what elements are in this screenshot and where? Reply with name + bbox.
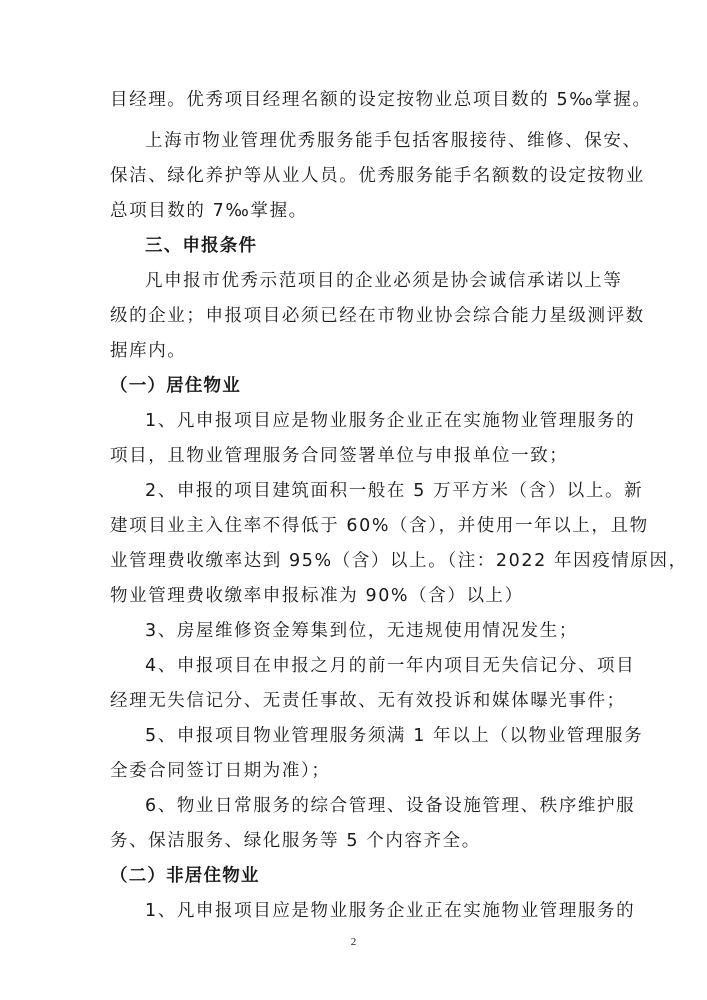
page-number: 2 [350, 936, 357, 948]
paragraph-line: 级的企业；申报项目必须已经在市物业协会综合能力星级测评数 [110, 306, 645, 326]
paragraph-line: 业管理费收缴率达到 95%（含）以上。（注：2022 年因疫情原因， [110, 551, 688, 571]
paragraph-line: 上海市物业管理优秀服务能手包括客服接待、维修、保安、 [145, 131, 642, 151]
paragraph-line: 总项目数的 7‰掌握。 [110, 201, 308, 221]
paragraph-line: 1、凡申报项目应是物业服务企业正在实施物业管理服务的 [145, 901, 636, 921]
paragraph-line: 项目，且物业管理服务合同签署单位与申报单位一致； [110, 446, 569, 466]
paragraph-line: 全委合同签订日期为准）； [110, 761, 331, 781]
subsection-heading: （一）居住物业 [110, 376, 241, 396]
paragraph-line: 3、房屋维修资金筹集到位，无违规使用情况发生； [145, 621, 578, 641]
paragraph-line: 目经理。优秀项目经理名额的设定按物业总项目数的 5‰掌握。 [110, 90, 652, 110]
paragraph-line: 据库内。 [110, 341, 187, 361]
paragraph-line: 务、保洁服务、绿化服务等 5 个内容齐全。 [110, 831, 481, 851]
paragraph-line: 保洁、绿化养护等从业人员。优秀服务能手名额数的设定按物业 [110, 166, 645, 186]
section-heading: 三、申报条件 [145, 236, 258, 256]
subsection-heading: （二）非居住物业 [110, 866, 260, 886]
paragraph-line: 1、凡申报项目应是物业服务企业正在实施物业管理服务的 [145, 411, 636, 431]
paragraph-line: 2、申报的项目建筑面积一般在 5 万平方米（含）以上。新 [145, 481, 644, 501]
paragraph-line: 6、物业日常服务的综合管理、设备设施管理、秩序维护服 [145, 796, 636, 816]
paragraph-line: 建项目业主入住率不得低于 60%（含），并使用一年以上，且物 [110, 516, 649, 536]
paragraph-line: 4、申报项目在申报之月的前一年内项目无失信记分、项目 [145, 656, 636, 676]
paragraph-line: 5、申报项目物业管理服务须满 1 年以上（以物业管理服务 [145, 726, 644, 746]
paragraph-line: 经理无失信记分、无责任事故、无有效投诉和媒体曝光事件； [110, 691, 626, 711]
paragraph-line: 凡申报市优秀示范项目的企业必须是协会诚信承诺以上等 [145, 271, 623, 291]
paragraph-line: 物业管理费收缴率申报标准为 90%（含）以上） [110, 586, 524, 606]
